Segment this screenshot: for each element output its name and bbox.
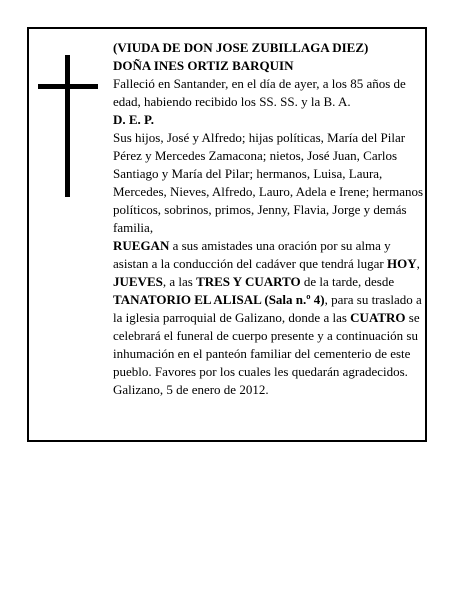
hoy-word: HOY: [386, 256, 417, 271]
obituary-text: [113, 39, 425, 399]
death-text: Falleció en Santander, en el día de ayer, a los 85 años de edad, habiendo recibido los SS. SS. y la B. A.: [113, 76, 406, 109]
tanatorio-name: TANATORIO EL ALISAL (Sala n.º 4): [113, 292, 325, 307]
deceased-name: DOÑA INES ORTIZ BARQUIN: [113, 58, 294, 73]
cross-horizontal-bar: [38, 84, 98, 89]
cuatro-word: CUATRO: [350, 310, 406, 325]
place-date: Galizano, 5 de enero de 2012.: [113, 382, 269, 397]
hora-word: TRES Y CUARTO: [196, 274, 301, 289]
cross-vertical-bar: [65, 55, 70, 197]
funeral-text: RUEGAN a sus amistades una oración por su alma y asistan a la conducción del cadáver que tendrá lugar HOY, JUEVES, a las TRES Y CUARTO de la tarde, desde TANATORIO EL ALISAL (Sala n.º 4), para su traslado a la iglesia parroquial de Galizano, donde a las CUATRO se celebrará el funeral de cuerpo presente y a continuación su inhumación en el panteón familiar del cementerio de este pueblo. Favores por los cuales les quedarán agradecidos.: [113, 238, 422, 379]
widow-line: (VIUDA DE DON JOSE ZUBILLAGA DIEZ): [113, 40, 369, 55]
jueves-word: JUEVES: [113, 274, 163, 289]
dep-label: D. E. P.: [113, 112, 155, 127]
family-text: Sus hijos, José y Alfredo; hijas políticas, María del Pilar Pérez y Mercedes Zamacona; nietos, José Juan, Carlos Santiago y María del Pilar; hermanos, Luisa, Laura, Mercedes, Nieves, Alfredo, Lauro, Adela e Irene; hermanos políticos, sobrinos, primos, Jenny, Flavia, Jorge y demás familia,: [113, 130, 424, 235]
ruegan-word: RUEGAN: [113, 238, 170, 253]
